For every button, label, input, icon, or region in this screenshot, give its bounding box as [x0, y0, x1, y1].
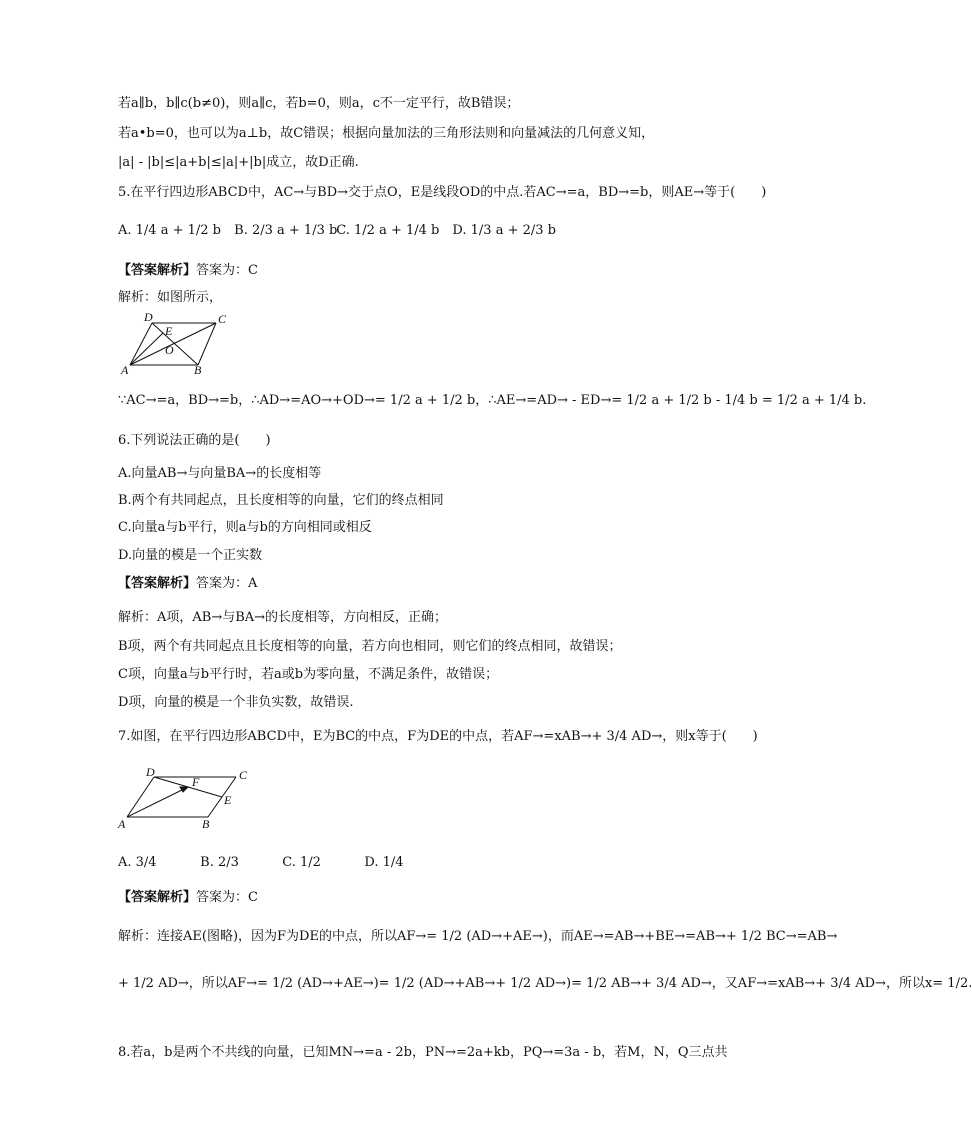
option-c: C.向量a与b平行，则a与b的方向相同或相反 [118, 520, 372, 535]
label-e: E [224, 793, 232, 807]
answer-5 [118, 262, 258, 280]
option-c: C. 1/2 a + 1/4 b [336, 223, 440, 238]
answer-label: 【答案解析】 [118, 576, 197, 591]
side-bc [198, 323, 216, 365]
parallelogram-figure-7 [118, 762, 253, 832]
solution-6-line: C项，向量a与b平行时，若a或b为零向量，不满足条件，故错误； [118, 667, 499, 682]
vector-af [127, 787, 188, 817]
solution-5-head: 解析：如图所示， [118, 290, 223, 305]
question-5: 5.在平行四边形ABCD中，AC→与BD→交于点O，E是线段OD的中点.若AC→=a，BD→=b，则AE→等于( ) [118, 185, 767, 200]
answer-label: 【答案解析】 [118, 890, 197, 905]
option-d: D. 1/4 [364, 855, 404, 870]
solution-7-line: 解析：连接AE(图略)，因为F为DE的中点，所以AF→= 1/2 (AD→+AE→)，而AE→=AB→+BE→=AB→+ 1/2 BC→=AB→ [118, 929, 838, 944]
option-d: D.向量的模是一个正实数 [118, 548, 263, 563]
question-8: 8.若a，b是两个不共线的向量，已知MN→=a - 2b，PN→=2a+kb，PQ→=3a - b，若M，N，Q三点共 [118, 1045, 728, 1060]
label-d: D [144, 310, 153, 324]
segment-ae [130, 333, 163, 365]
option-b: B.两个有共同起点，且长度相等的向量，它们的终点相同 [118, 493, 444, 508]
option-b: B. 2/3 [200, 855, 239, 870]
label-a: A [121, 363, 129, 377]
question-5-options [118, 222, 556, 240]
option-c: C. 1/2 [282, 855, 321, 870]
option-a: A. 1/4 a + 1/2 b [118, 223, 221, 238]
option-b: B. 2/3 a + 1/3 b [234, 223, 338, 238]
side-da [130, 323, 152, 365]
label-e: E [165, 324, 173, 338]
option-a: A.向量AB→与向量BA→的长度相等 [118, 466, 322, 481]
solution-6-line: B项，两个有共同起点且长度相等的向量，若方向也相同，则它们的终点相同，故错误； [118, 639, 622, 654]
text-line: |a| - |b|≤|a+b|≤|a|+|b|成立，故D正确. [118, 155, 359, 170]
text-line: 若a∥b，b∥c(b≠0)，则a∥c，若b=0，则a，c不一定平行，故B错误； [118, 96, 520, 111]
answer-text: 答案为：C [196, 263, 258, 278]
answer-6 [118, 575, 257, 593]
option-d: D. 1/3 a + 2/3 b [452, 223, 556, 238]
arrowhead [180, 787, 188, 792]
solution-7-line: + 1/2 AD→，所以AF→= 1/2 (AD→+AE→)= 1/2 (AD→+AB→+ 1/2 AD→)= 1/2 AB→+ 3/4 AD→，又AF→=xAB→+ 3/4 AD→，所以x= 1/2. [118, 976, 972, 991]
solution-6-line: D项，向量的模是一个非负实数，故错误. [118, 695, 354, 710]
text-line: 若a•b=0，也可以为a⊥b，故C错误；根据向量加法的三角形法则和向量减法的几何意义知， [118, 126, 655, 141]
answer-text: 答案为：A [196, 576, 258, 591]
diagonal-bd [152, 323, 198, 365]
solution-5: ∵AC→=a，BD→=b，∴AD→=AO→+OD→= 1/2 a + 1/2 b，∴AE→=AD→ - ED→= 1/2 a + 1/2 b - 1/4 b = 1/2 a + 1/4 b. [118, 393, 867, 408]
parallelogram-figure-5 [118, 308, 233, 378]
option-a: A. 3/4 [118, 855, 157, 870]
label-c: C [218, 312, 227, 326]
label-a: A [118, 817, 126, 831]
side-da [127, 777, 154, 817]
answer-label: 【答案解析】 [118, 263, 197, 278]
label-o: O [165, 343, 174, 357]
label-d: D [146, 765, 155, 779]
question-6: 6.下列说法正确的是( ) [118, 433, 271, 448]
label-c: C [239, 768, 248, 782]
question-7-options [118, 854, 404, 872]
label-b: B [202, 817, 210, 831]
answer-7 [118, 889, 258, 907]
answer-text: 答案为：C [196, 890, 258, 905]
label-f: F [192, 775, 200, 789]
solution-6-line: 解析：A项，AB→与BA→的长度相等，方向相反，正确； [118, 610, 448, 625]
label-b: B [194, 363, 202, 377]
question-7: 7.如图，在平行四边形ABCD中，E为BC的中点，F为DE的中点，若AF→=xAB→+ 3/4 AD→，则x等于( ) [118, 729, 758, 744]
